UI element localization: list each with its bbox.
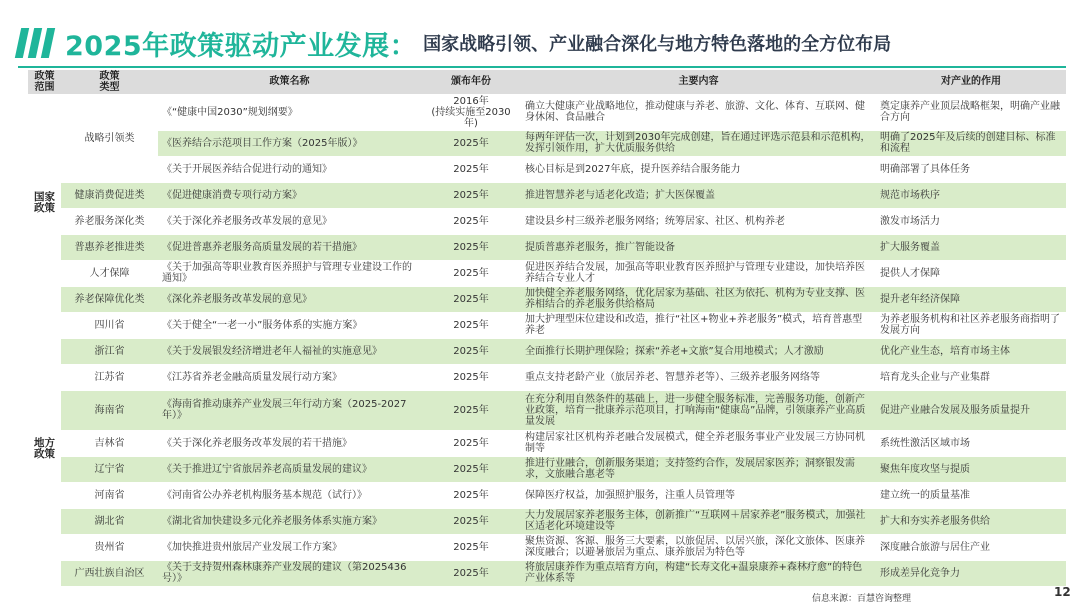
content-cell: 聚焦资源、客源、服务三大要素，以旅促居、以居兴旅，深化文旅体、医康养深度融合；以避暑旅居为重点、康养旅居为特色等 <box>521 534 876 560</box>
policy-name-cell: 《关于深化养老服务改革发展的若干措施》 <box>158 430 421 456</box>
year-cell: 2025年 <box>421 234 521 260</box>
policy-name-cell: 《关于健全“一老一小”服务体系的实施方案》 <box>158 312 421 338</box>
content-cell: 核心目标是到2027年底，提升医养结合服务能力 <box>521 156 876 182</box>
content-cell: 促进医养结合发展，加强高等职业教育医养照护与管理专业建设，加快培养医养结合专业人才 <box>521 260 876 286</box>
table-row <box>28 390 1066 430</box>
table-row <box>28 130 1066 156</box>
policy-name-cell: 《加快推进贵州旅居产业发展工作方案》 <box>158 534 421 560</box>
content-cell: 加快健全养老服务网络，优化居家为基础、社区为依托、机构为专业支撑、医养相结合的养老服务供给格局 <box>521 286 876 312</box>
effect-cell: 扩大和夯实养老服务供给 <box>876 508 1066 534</box>
policy-type-cell: 养老服务深化类 <box>61 208 158 234</box>
year-cell: 2025年 <box>421 260 521 286</box>
year-cell: 2025年 <box>421 182 521 208</box>
year-cell: 2025年 <box>421 390 521 430</box>
policy-type-cell: 河南省 <box>61 482 158 508</box>
year-cell: 2025年 <box>421 286 521 312</box>
policy-name-cell: 《医养结合示范项目工作方案（2025年版）》 <box>158 130 421 156</box>
effect-cell: 培育龙头企业与产业集群 <box>876 364 1066 390</box>
policy-type-cell: 海南省 <box>61 390 158 430</box>
policy-type-cell: 广西壮族自治区 <box>61 560 158 586</box>
column-header: 政策 类型 <box>61 70 158 94</box>
title-bars-icon <box>18 28 52 58</box>
effect-cell: 明确了2025年及后续的创建目标、标准和流程 <box>876 130 1066 156</box>
policy-name-cell: 《河南省公办养老机构服务基本规范（试行）》 <box>158 482 421 508</box>
table-row <box>28 260 1066 286</box>
policy-type-cell: 贵州省 <box>61 534 158 560</box>
content-cell: 确立大健康产业战略地位，推动健康与养老、旅游、文化、体育、互联网、健身休闲、食品融合 <box>521 94 876 130</box>
policy-scope-cell: 国家 政策 <box>28 94 61 312</box>
policy-name-cell: 《关于推进辽宁省旅居养老高质量发展的建议》 <box>158 456 421 482</box>
policy-type-cell: 四川省 <box>61 312 158 338</box>
effect-cell: 优化产业生态，培育市场主体 <box>876 338 1066 364</box>
policy-type-cell: 浙江省 <box>61 338 158 364</box>
year-cell: 2025年 <box>421 338 521 364</box>
content-cell: 推进智慧养老与适老化改造；扩大医保覆盖 <box>521 182 876 208</box>
policy-type-cell: 养老保障优化类 <box>61 286 158 312</box>
policy-name-cell: 《海南省推动康养产业发展三年行动方案（2025-2027年）》 <box>158 390 421 430</box>
policy-type-cell: 健康消费促进类 <box>61 182 158 208</box>
table-header-row <box>28 70 1066 94</box>
table-row <box>28 560 1066 586</box>
effect-cell: 建立统一的质量基准 <box>876 482 1066 508</box>
column-header: 政策 范围 <box>28 70 61 94</box>
table-row <box>28 338 1066 364</box>
content-cell: 重点支持老龄产业（旅居养老、智慧养老等）、三级养老服务网络等 <box>521 364 876 390</box>
effect-cell: 聚焦年度攻坚与提质 <box>876 456 1066 482</box>
effect-cell: 明确部署了具体任务 <box>876 156 1066 182</box>
content-cell: 每两年评估一次，计划到2030年完成创建，旨在通过评选示范县和示范机构，发挥引领作用，扩大优质服务供给 <box>521 130 876 156</box>
effect-cell: 为养老服务机构和社区养老服务商指明了发展方向 <box>876 312 1066 338</box>
policy-type-cell: 战略引领类 <box>61 94 158 182</box>
header-divider <box>18 66 1066 68</box>
table-row <box>28 156 1066 182</box>
policy-type-cell: 辽宁省 <box>61 456 158 482</box>
year-cell: 2025年 <box>421 156 521 182</box>
effect-cell: 奠定康养产业顶层战略框架，明确产业融合方向 <box>876 94 1066 130</box>
effect-cell: 系统性激活区域市场 <box>876 430 1066 456</box>
year-cell: 2025年 <box>421 312 521 338</box>
table-row <box>28 456 1066 482</box>
policy-type-cell: 人才保障 <box>61 260 158 286</box>
policy-name-cell: 《“健康中国2030”规划纲要》 <box>158 94 421 130</box>
effect-cell: 促进产业融合发展及服务质量提升 <box>876 390 1066 430</box>
year-cell: 2025年 <box>421 456 521 482</box>
table-row <box>28 312 1066 338</box>
content-cell: 建设县乡村三级养老服务网络；统筹居家、社区、机构养老 <box>521 208 876 234</box>
table-row <box>28 364 1066 390</box>
effect-cell: 提供人才保障 <box>876 260 1066 286</box>
policy-table <box>28 70 1066 587</box>
policy-name-cell: 《湖北省加快建设多元化养老服务体系实施方案》 <box>158 508 421 534</box>
column-header: 政策名称 <box>158 70 421 94</box>
content-cell: 保障医疗权益，加强照护服务，注重人员管理等 <box>521 482 876 508</box>
policy-name-cell: 《深化养老服务改革发展的意见》 <box>158 286 421 312</box>
year-cell: 2025年 <box>421 560 521 586</box>
effect-cell: 提升老年经济保障 <box>876 286 1066 312</box>
content-cell: 将旅居康养作为重点培育方向，构建“长寿文化+温泉康养+森林疗愈”的特色产业体系等 <box>521 560 876 586</box>
policy-name-cell: 《关于发展银发经济增进老年人福祉的实施意见》 <box>158 338 421 364</box>
content-cell: 提质普惠养老服务，推广智能设备 <box>521 234 876 260</box>
effect-cell: 激发市场活力 <box>876 208 1066 234</box>
effect-cell: 扩大服务覆盖 <box>876 234 1066 260</box>
year-cell: 2016年 (持续实施至2030年) <box>421 94 521 130</box>
table-row <box>28 286 1066 312</box>
policy-name-cell: 《关于深化养老服务改革发展的意见》 <box>158 208 421 234</box>
table-row <box>28 182 1066 208</box>
page-title: 2025年政策驱动产业发展： <box>65 30 418 62</box>
effect-cell: 形成差异化竞争力 <box>876 560 1066 586</box>
year-cell: 2025年 <box>421 508 521 534</box>
column-header: 主要内容 <box>521 70 876 94</box>
policy-name-cell: 《促进普惠养老服务高质量发展的若干措施》 <box>158 234 421 260</box>
table-row <box>28 430 1066 456</box>
policy-type-cell: 江苏省 <box>61 364 158 390</box>
page-number: 12 <box>1054 585 1071 599</box>
table-row <box>28 208 1066 234</box>
content-cell: 在充分利用自然条件的基础上，进一步健全服务标准，完善服务功能，创新产业政策，培育一批康养示范项目，打响海南“健康岛”品牌，引领康养产业高质量发展 <box>521 390 876 430</box>
column-header: 对产业的作用 <box>876 70 1066 94</box>
content-cell: 全面推行长期护理保险；探索“养老+文旅”复合用地模式；人才激励 <box>521 338 876 364</box>
year-cell: 2025年 <box>421 208 521 234</box>
column-header: 颁布年份 <box>421 70 521 94</box>
table-row <box>28 234 1066 260</box>
effect-cell: 规范市场秩序 <box>876 182 1066 208</box>
policy-name-cell: 《促进健康消费专项行动方案》 <box>158 182 421 208</box>
policy-name-cell: 《关于支持贺州森林康养产业发展的建议（第2025436号）》 <box>158 560 421 586</box>
policy-type-cell: 普惠养老推进类 <box>61 234 158 260</box>
page-header <box>18 18 891 68</box>
year-cell: 2025年 <box>421 364 521 390</box>
table-row <box>28 508 1066 534</box>
year-cell: 2025年 <box>421 430 521 456</box>
source-note: 信息来源：百慧咨询整理 <box>812 594 912 604</box>
table-row <box>28 534 1066 560</box>
year-cell: 2025年 <box>421 534 521 560</box>
year-cell: 2025年 <box>421 482 521 508</box>
content-cell: 构建居家社区机构养老融合发展模式，健全养老服务事业产业发展三方协同机制等 <box>521 430 876 456</box>
effect-cell: 深度融合旅游与居住产业 <box>876 534 1066 560</box>
year-cell: 2025年 <box>421 130 521 156</box>
page-subtitle: 国家战略引领、产业融合深化与地方特色落地的全方位布局 <box>423 34 892 55</box>
policy-type-cell: 吉林省 <box>61 430 158 456</box>
policy-name-cell: 《关于开展医养结合促进行动的通知》 <box>158 156 421 182</box>
table-row <box>28 94 1066 130</box>
table-row <box>28 482 1066 508</box>
policy-name-cell: 《江苏省养老金融高质量发展行动方案》 <box>158 364 421 390</box>
policy-scope-cell: 地方 政策 <box>28 312 61 586</box>
policy-type-cell: 湖北省 <box>61 508 158 534</box>
content-cell: 大力发展居家养老服务主体，创新推广“互联网＋居家养老”服务模式，加强社区适老化环境建设等 <box>521 508 876 534</box>
content-cell: 加大护理型床位建设和改造，推行“社区+物业+养老服务”模式，培育普惠型养老 <box>521 312 876 338</box>
policy-name-cell: 《关于加强高等职业教育医养照护与管理专业建设工作的通知》 <box>158 260 421 286</box>
content-cell: 推进行业融合，创新服务渠道；支持签约合作，发展居家医养；洞察银发需求，文旅融合惠老等 <box>521 456 876 482</box>
